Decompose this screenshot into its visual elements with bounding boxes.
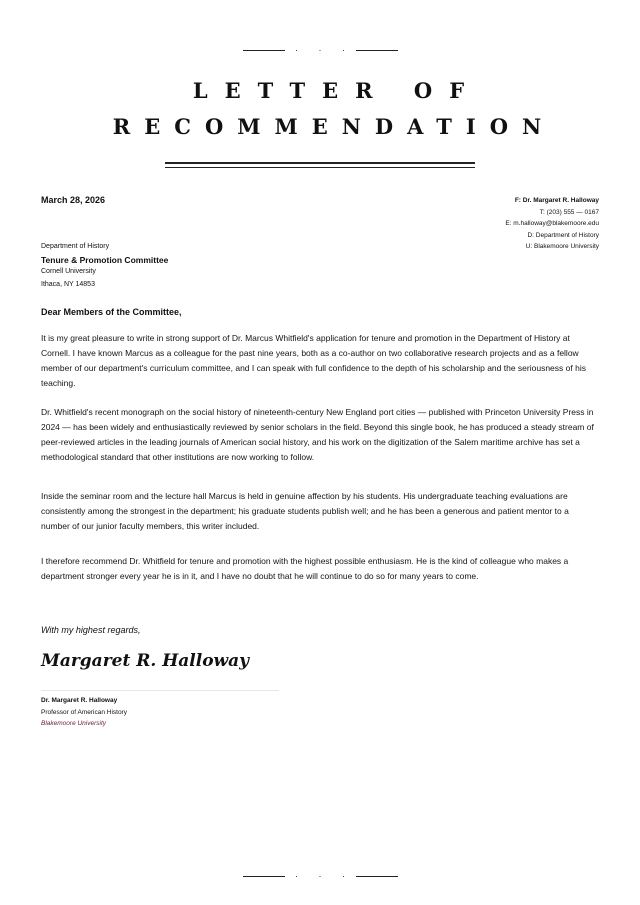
body-paragraph-3: Inside the seminar room and the lecture hall Marcus is held in genuine affection by his students. His undergraduate teaching evaluations are consistently among the strongest in the department; his graduate students publish well; and he has been a generous and patient mentor to a number of our junior faculty members, this writer included. [41,491,569,531]
ornament-dots: · · · [295,871,354,881]
signer-title: Professor of American History [41,708,127,716]
sender-contact-block [505,195,599,253]
letter-date: March 28, 2026 [41,195,106,205]
recipient-department: Department of History [41,243,110,250]
title-double-rule [165,162,475,168]
top-ornament [0,44,640,56]
recipient-city: Ithaca, NY 14853 [41,280,95,288]
signer-institution: Blakemoore University [41,720,107,727]
closing-phrase: With my highest regards, [41,625,141,635]
signature-rule [41,690,279,691]
recipient-address-block [41,241,168,291]
body-paragraph-4: I therefore recommend Dr. Whitfield for tenure and promotion with the highest possible enthusiasm. He is the kind of colleague who makes a department stronger every year he is in it, and I have no doubt that he will continue to do so for many years to come. [41,556,569,581]
recipient-committee: Tenure & Promotion Committee [41,254,169,265]
body-paragraph-2: Dr. Whitfield's recent monograph on the social history of nineteenth-century New England port cities — published with Princeton University Press in 2024 — has been widely and enthusiastically reviewed by senior scholars in the field. Beyond this single book, he has produced a steady stream of peer-reviewed articles in the leading journals of American social history, and his work on the digitization of the Salem maritime archive has set a methodological standard that other institutions are now working to follow. [41,407,594,462]
signer-block [41,695,127,730]
ornament-line-right [356,876,398,877]
sender-phone: T: (203) 555 — 0167 [539,208,599,216]
signer-name: Dr. Margaret R. Halloway [41,697,118,704]
body-paragraph-1: It is my great pleasure to write in strong support of Dr. Marcus Whitfield's application for tenure and promotion in the Department of History at Cornell. I have known Marcus as a colleague for the past nine years, both as a co-author on two collaborative research projects and as a fellow member of our department's curriculum committee, and I can speak with full confidence to the depth of his scholarship and the seriousness of his teaching. [41,333,586,388]
recipient-university: Cornell University [41,268,96,275]
salutation: Dear Members of the Committee, [41,307,182,317]
sender-name: F: Dr. Margaret R. Halloway [514,197,599,204]
letter-title-line-2: RECOMMENDATION [112,114,556,139]
ornament-line-left [243,50,285,51]
letter-title-line-1: LETTER OF [192,78,482,103]
sender-email: E: m.halloway@blakemoore.edu [505,220,599,227]
sender-university: U: Blakemoore University [525,243,599,250]
ornament-line-right [356,50,398,51]
ornament-line-left [243,876,285,877]
ornament-dots: · · · [295,45,354,55]
handwritten-signature: Margaret R. Halloway [41,651,250,671]
bottom-ornament [0,870,640,882]
sender-department: D: Department of History [527,231,599,239]
